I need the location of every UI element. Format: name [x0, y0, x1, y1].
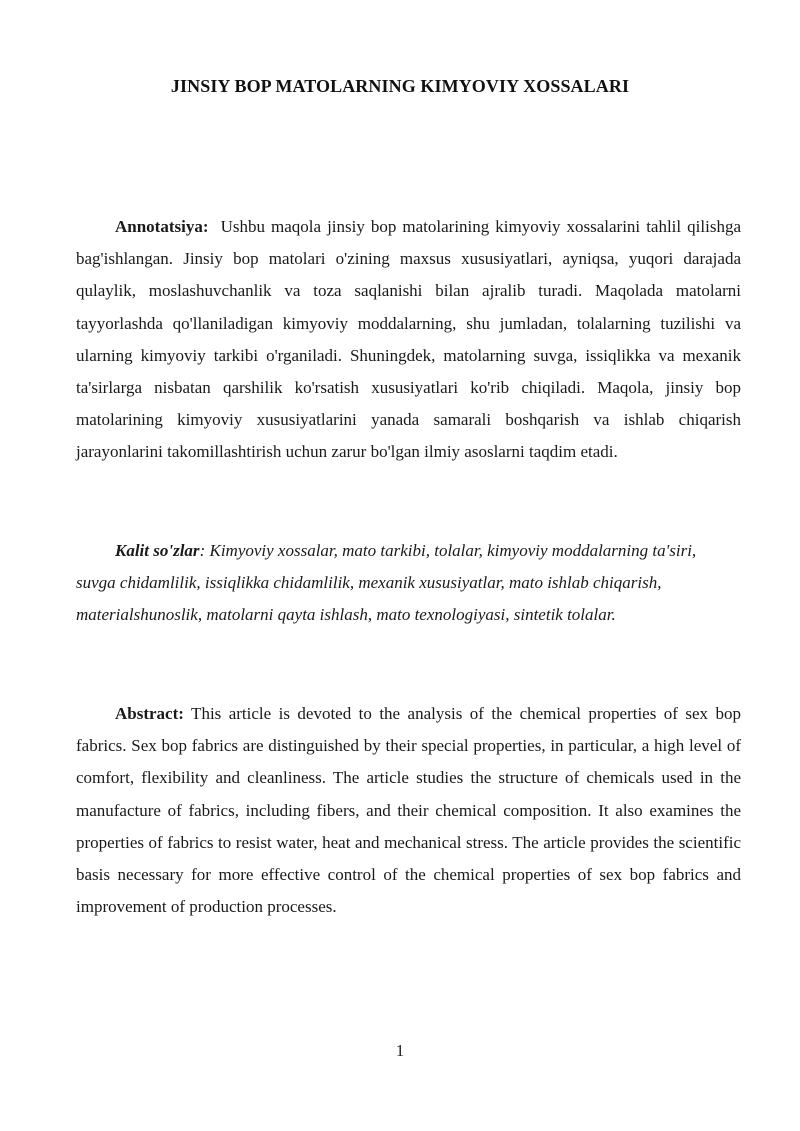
annotation-text: Ushbu maqola jinsiy bop matolarining kimyoviy xossalarini tahlil qilishga bag'ishlangan. Jinsiy bop matolari o'zining maxsus xususiyatlari, ayniqsa, yuqori darajada qulaylik, moslashuvchanlik va toza saqlanishi bilan ajralib turadi. Maqolada matolarni tayyorlashda qo'llaniladigan kimyoviy moddalarning, shu jumladan, tolalarning tuzilishi va ularning kimyoviy tarkibi o'rganiladi. Shuningdek, matolarning suvga, issiqlikka va mexanik ta'sirlarga nisbatan qarshilik ko'rsatish xususiyatlari ko'rib chiqiladi. Maqola, jinsiy bop matolarining kimyoviy xususiyatlarini yanada samarali boshqarish va ishlab chiqarish jarayonlarini takomillashtirish uchun zarur bo'lgan ilmiy asoslarni taqdim etadi. [76, 217, 746, 462]
abstract-label: Abstract: [115, 704, 184, 723]
paper-title: JINSIY BOP MATOLARNING KIMYOVIY XOSSALARI [170, 76, 630, 96]
page-number: 1 [395, 1041, 405, 1060]
keywords-label: Kalit so'zlar [115, 541, 200, 560]
abstract-paragraph [76, 698, 741, 923]
annotation-paragraph [76, 211, 746, 469]
keywords-text: : Kimyoviy xossalar, mato tarkibi, tolalar, kimyoviy moddalarning ta'siri, suvga chidamlilik, issiqlikka chidamlilik, mexanik xususiyatlar, mato ishlab chiqarish, materialshunoslik, matolarni qayta ishlash, mato texnologiyasi, sintetik tolalar. [76, 541, 697, 625]
keywords-paragraph [76, 535, 726, 632]
annotation-label: Annotatsiya: [115, 217, 209, 236]
abstract-text: This article is devoted to the analysis of the chemical properties of sex bop fabrics. Sex bop fabrics are distinguished by their special properties, in particular, a high level of comfort, flexibility and cleanliness. The article studies the structure of chemicals used in the manufacture of fabrics, including fibers, and their chemical composition. It also examines the properties of fabrics to resist water, heat and mechanical stress. The article provides the scientific basis necessary for more effective control of the chemical properties of sex bop fabrics and improvement of production processes. [76, 704, 741, 917]
